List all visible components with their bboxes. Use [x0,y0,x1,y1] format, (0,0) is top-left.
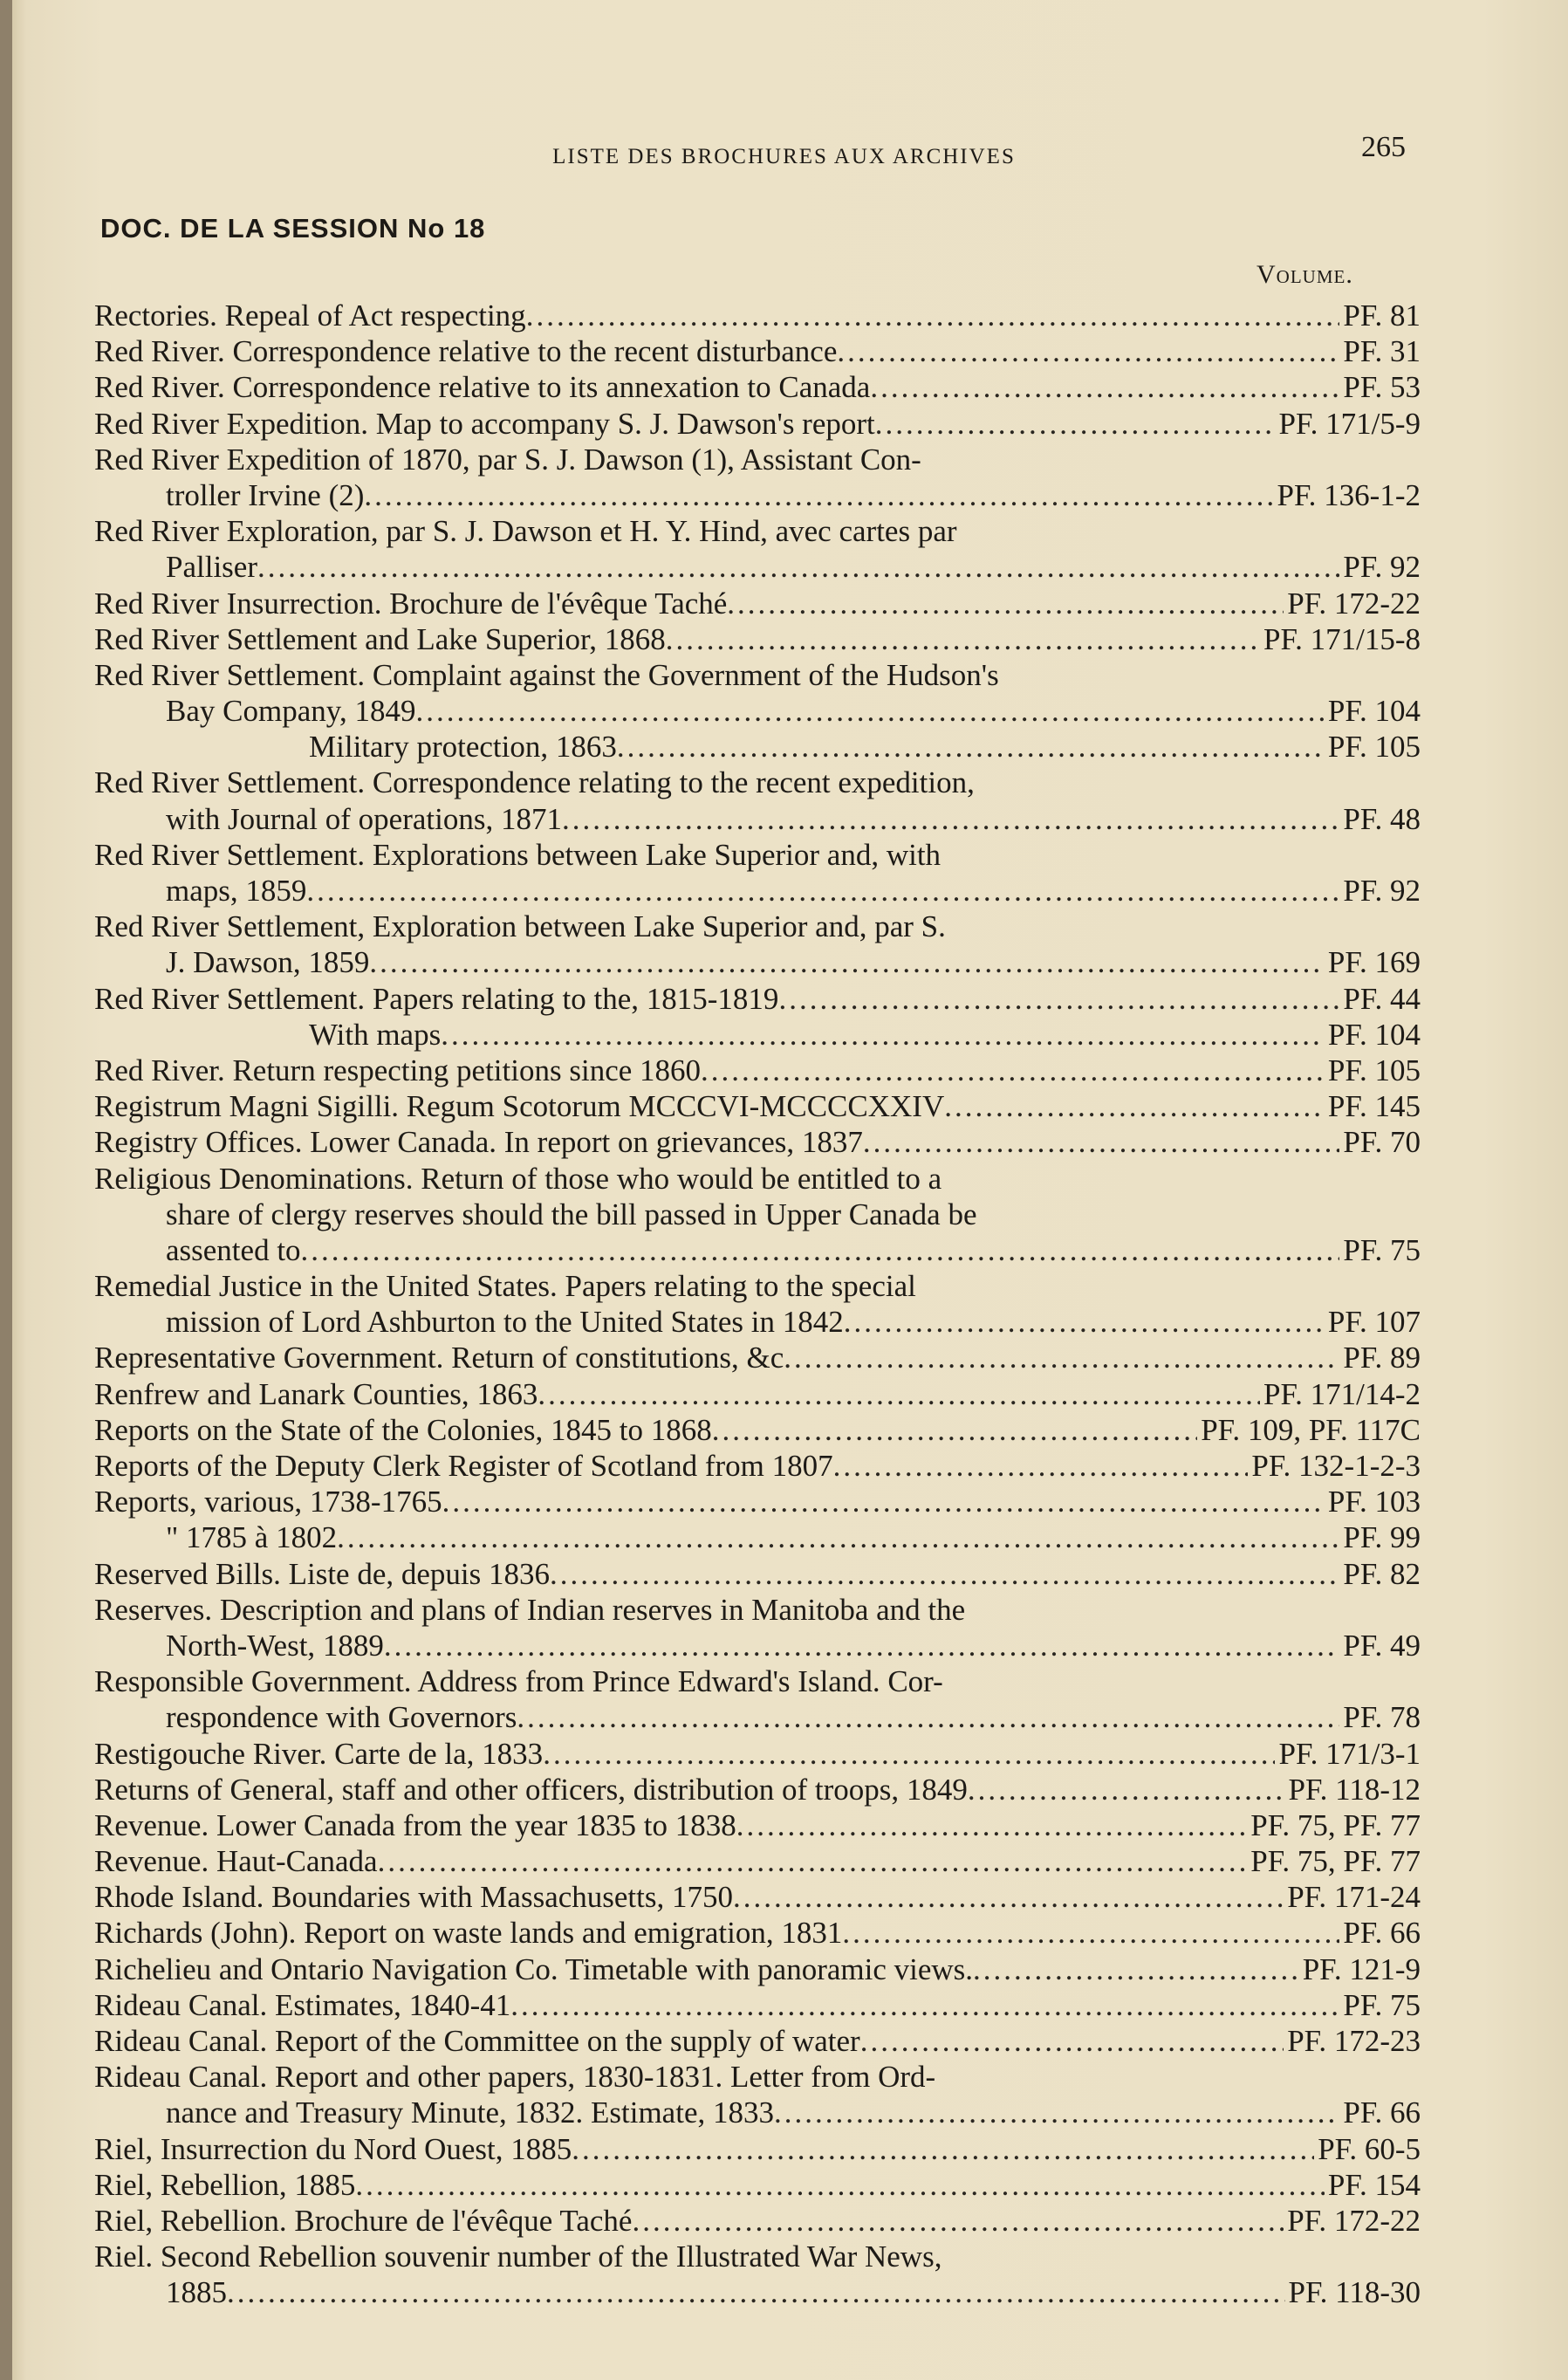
index-line: Registry Offices. Lower Canada. In report on grievances, 1837 ..... PF. 70 [94,1124,1421,1160]
index-line: Palliser ..... PF. 92 [94,549,1421,585]
index-line: Registrum Magni Sigilli. Regum Scotorum MCCCVI-MCCCCXXIV ..... PF. 145 [94,1088,1421,1124]
index-line: Riel, Rebellion. Brochure de l'évêque Taché ..... PF. 172-22 [94,2203,1421,2239]
index-line: Representative Government. Return of constitutions, &c ..... PF. 89 [94,1340,1421,1375]
index-line: Red River. Correspondence relative to its annexation to Canada ..... PF. 53 [94,369,1421,405]
index-line: Rectories. Repeal of Act respecting ..... PF. 81 [94,298,1421,333]
index-line: Rideau Canal. Report of the Committee on the supply of water ..... PF. 172-23 [94,2023,1421,2059]
index-line: Red River Settlement, Exploration between Lake Superior and, par S. [94,909,946,944]
index-line: Reports on the State of the Colonies, 1845 to 1868 ..... PF. 109, PF. 117C [94,1412,1421,1448]
index-line: Renfrew and Lanark Counties, 1863 ..... PF. 171/14-2 [94,1376,1421,1412]
session-label: DOC. DE LA SESSION No 18 [100,213,486,243]
index-line: Reports of the Deputy Clerk Register of Scotland from 1807 ..... PF. 132-1-2-3 [94,1448,1421,1484]
index-line: Richards (John). Report on waste lands and emigration, 1831 ..... PF. 66 [94,1915,1421,1951]
index-line: J. Dawson, 1859 ..... PF. 169 [94,944,1421,980]
index-line: respondence with Governors ..... PF. 78 [94,1699,1421,1735]
index-line: Riel, Insurrection du Nord Ouest, 1885 ..... PF. 60-5 [94,2131,1421,2167]
index-line: Reserves. Description and plans of Indian reserves in Manitoba and the [94,1592,966,1627]
index-line: 1885 ..... PF. 118-30 [94,2274,1421,2310]
index-line: Red River Exploration, par S. J. Dawson et H. Y. Hind, avec cartes par [94,514,957,549]
index-entries [94,298,1421,2311]
index-line: Red River Settlement. Complaint against the Government of the Hudson's [94,657,999,692]
index-line: Religious Denominations. Return of those who would be entitled to a [94,1161,942,1196]
index-line: Rideau Canal. Estimates, 1840-41 ..... PF. 75 [94,1987,1421,2023]
running-head: LISTE DES BROCHURES AUX ARCHIVES [552,145,1016,168]
index-line: Revenue. Lower Canada from the year 1835 to 1838 ..... PF. 75, PF. 77 [94,1807,1421,1843]
index-line: " 1785 à 1802 ..... PF. 99 [94,1519,1421,1555]
index-line: North-West, 1889 ..... PF. 49 [94,1628,1421,1663]
index-line: Rideau Canal. Report and other papers, 1830-1831. Letter from Ord- [94,2060,936,2095]
index-line: Riel, Rebellion, 1885 ..... PF. 154 [94,2167,1421,2203]
index-line: Red River Settlement. Papers relating to the, 1815-1819 ..... PF. 44 [94,981,1421,1017]
index-line: Red River Insurrection. Brochure de l'évêque Taché ..... PF. 172-22 [94,586,1421,621]
index-line: Responsible Government. Address from Prince Edward's Island. Cor- [94,1664,943,1699]
index-line: Red River. Correspondence relative to the recent disturbance ..... PF. 31 [94,333,1421,369]
index-line: share of clergy reserves should the bill passed in Upper Canada be [166,1197,977,1231]
index-line: Restigouche River. Carte de la, 1833 ..... PF. 171/3-1 [94,1736,1421,1772]
index-line: Red River Expedition of 1870, par S. J. Dawson (1), Assistant Con- [94,442,921,477]
index-line: Revenue. Haut-Canada ..... PF. 75, PF. 77 [94,1843,1421,1879]
index-line: Returns of General, staff and other officers, distribution of troops, 1849 ..... PF. 118-12 [94,1772,1421,1807]
index-line: With maps ..... PF. 104 [94,1017,1421,1053]
index-line: Bay Company, 1849 ..... PF. 104 [94,693,1421,729]
index-line: assented to ..... PF. 75 [94,1232,1421,1268]
page-number: 265 [1361,131,1406,163]
index-line: mission of Lord Ashburton to the United States in 1842 ..... PF. 107 [94,1304,1421,1340]
index-line: Rhode Island. Boundaries with Massachusetts, 1750 ..... PF. 171-24 [94,1879,1421,1915]
binding-gutter [0,0,12,2380]
index-line: Riel. Second Rebellion souvenir number of the Illustrated War News, [94,2239,942,2274]
index-line: troller Irvine (2) ..... PF. 136-1-2 [94,477,1421,513]
index-line: Red River. Return respecting petitions since 1860 ..... PF. 105 [94,1053,1421,1088]
index-line: Reserved Bills. Liste de, depuis 1836 ..... PF. 82 [94,1556,1421,1592]
index-line: Richelieu and Ontario Navigation Co. Timetable with panoramic views. ..... PF. 121-9 [94,1951,1421,1987]
index-line: with Journal of operations, 1871 ..... PF. 48 [94,801,1421,837]
index-line: Military protection, 1863 ..... PF. 105 [94,729,1421,765]
index-line: maps, 1859 ..... PF. 92 [94,873,1421,909]
index-line: nance and Treasury Minute, 1832. Estimate, 1833 ..... PF. 66 [94,2095,1421,2130]
index-line: Red River Settlement and Lake Superior, 1868 ..... PF. 171/15-8 [94,621,1421,657]
index-line: Reports, various, 1738-1765 ..... PF. 103 [94,1484,1421,1519]
index-line: Red River Settlement. Explorations between Lake Superior and, with [94,837,941,872]
index-line: Red River Settlement. Correspondence relating to the recent expedition, [94,765,975,800]
volume-column-heading: Volume. [1256,260,1353,289]
index-line: Remedial Justice in the United States. Papers relating to the special [94,1269,916,1304]
index-line: Red River Expedition. Map to accompany S. J. Dawson's report ..... PF. 171/5-9 [94,406,1421,442]
